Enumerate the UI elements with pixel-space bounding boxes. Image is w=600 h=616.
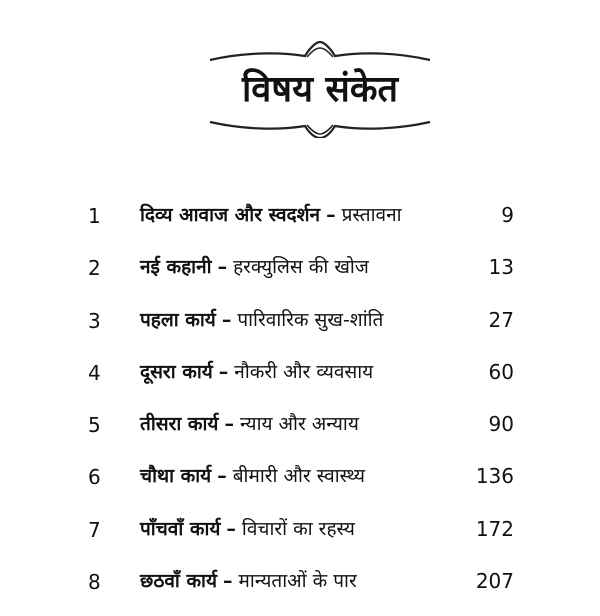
toc-row — [0, 512, 600, 564]
chapter-title: चौथा कार्य — [140, 465, 212, 488]
chapter-separator: – — [224, 413, 234, 436]
chapter-page-number: 136 — [475, 464, 514, 489]
toc-list — [0, 198, 600, 616]
chapter-separator: – — [221, 308, 232, 331]
chapter-page-number: 13 — [488, 255, 514, 280]
chapter-number: 2 — [88, 256, 101, 281]
chapter-page-number: 207 — [475, 569, 514, 594]
chapter-subtitle: विचारों का रहस्य — [241, 517, 355, 540]
chapter-separator: – — [217, 256, 228, 279]
chapter-entry — [140, 516, 355, 542]
chapter-title: नई कहानी — [140, 256, 212, 279]
chapter-page-number: 27 — [488, 307, 514, 332]
chapter-entry — [140, 202, 402, 228]
chapter-subtitle: मान्यताओं के पार — [238, 570, 357, 593]
chapter-page-number: 172 — [475, 516, 514, 541]
chapter-subtitle: न्याय और अन्याय — [239, 413, 359, 436]
toc-row — [0, 355, 600, 407]
chapter-page-number: 9 — [501, 203, 514, 227]
heading-block — [205, 38, 435, 138]
toc-row — [0, 303, 600, 355]
chapter-subtitle: नौकरी और व्यवसाय — [234, 360, 374, 383]
toc-row — [0, 564, 600, 616]
chapter-page-number: 60 — [488, 359, 514, 384]
chapter-entry — [140, 463, 365, 489]
chapter-number: 3 — [88, 308, 101, 333]
page-title: विषय संकेत — [241, 69, 399, 110]
chapter-number: 8 — [88, 570, 101, 595]
chapter-entry — [140, 359, 373, 385]
toc-row — [0, 459, 600, 511]
chapter-separator: – — [326, 204, 336, 226]
chapter-number: 7 — [88, 517, 101, 542]
chapter-number: 1 — [88, 204, 101, 228]
chapter-number: 4 — [88, 360, 101, 385]
toc-row — [0, 407, 600, 459]
chapter-title: पहला कार्य — [140, 308, 216, 331]
chapter-subtitle: पारिवारिक सुख-शांति — [237, 308, 384, 331]
chapter-separator: – — [217, 465, 227, 488]
toc-row — [0, 198, 600, 250]
chapter-separator: – — [223, 570, 233, 593]
chapter-number: 5 — [88, 413, 101, 438]
chapter-title: तीसरा कार्य — [140, 413, 219, 436]
toc-row — [0, 250, 600, 302]
chapter-entry — [140, 254, 369, 280]
chapter-separator: – — [226, 517, 236, 540]
chapter-entry — [140, 411, 359, 437]
chapter-subtitle: प्रस्तावना — [341, 204, 402, 226]
chapter-title: दिव्य आवाज और स्वदर्शन — [140, 204, 321, 226]
chapter-page-number: 90 — [488, 412, 514, 437]
chapter-title: छठवाँ कार्य — [140, 570, 217, 593]
chapter-entry — [140, 307, 383, 333]
chapter-subtitle: बीमारी और स्वास्थ्य — [232, 465, 365, 488]
chapter-entry — [140, 568, 357, 594]
chapter-title: पाँचवाँ कार्य — [140, 517, 221, 540]
chapter-title: दूसरा कार्य — [140, 360, 213, 383]
chapter-number: 6 — [88, 465, 101, 490]
chapter-subtitle: हरक्युलिस की खोज — [233, 256, 369, 279]
chapter-separator: – — [218, 360, 229, 383]
